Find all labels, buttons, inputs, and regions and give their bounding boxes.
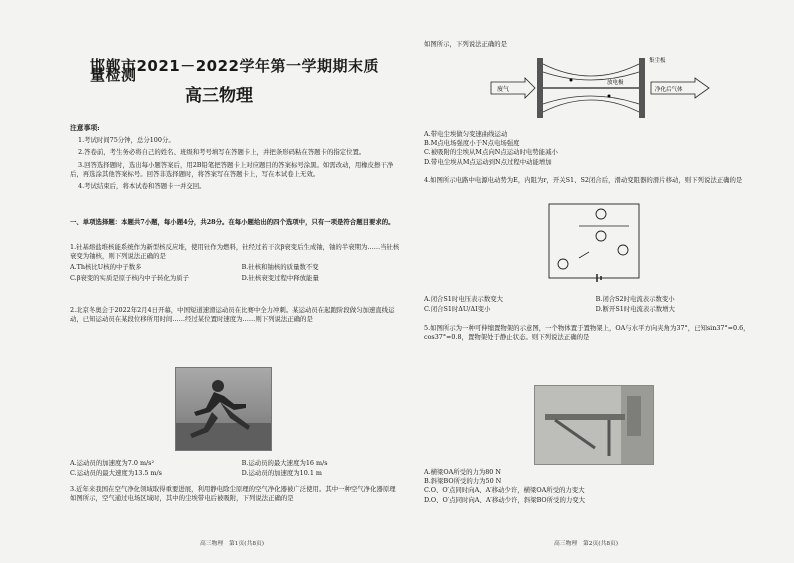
collector-label: 集尘板 bbox=[649, 58, 666, 64]
question-4-option-a: A.闭合S1时电压表示数变大 bbox=[424, 295, 503, 303]
question-2-option-c: C.运动员的最大速度为13.5 m/s bbox=[70, 469, 162, 478]
question-5-options bbox=[424, 468, 754, 505]
exam-title: 邯郸市2021－2022学年第一学期期末质量检测 bbox=[90, 57, 379, 85]
question-2-option-b: B.运动员的最大速度为16 m/s bbox=[241, 459, 328, 467]
question-4-options bbox=[424, 294, 754, 315]
question-1-stem: 1.钍基熔盐堆核能系统作为新型核反应堆，使用钍作为燃料，钍经过若干次β衰变后生成铀，铀的半衰期为……当钍核衰变为铀核，则下列说法正确的是 bbox=[70, 243, 400, 261]
question-4-option-c: C.闭合S1时ΔU/ΔI变小 bbox=[424, 305, 491, 314]
question-3-option-a: A.带电尘埃做匀变速曲线运动 bbox=[424, 130, 508, 138]
question-4-option-b: B.闭合S2时电流表示数变小 bbox=[595, 295, 675, 303]
notes-heading: 注意事项: bbox=[70, 124, 100, 132]
note-item: 3.回答选择题时，选出每小题答案后，用2B铅笔把答题卡上对应题目的答案标号涂黑。如需改动，用橡皮擦干净后，再选涂其他答案标号。回答非选择题时，将答案写在答题卡上，写在本试卷上无效。 bbox=[70, 160, 394, 178]
voltmeter-icon bbox=[558, 259, 568, 269]
ammeter-icon bbox=[618, 245, 628, 255]
circuit-diagram bbox=[539, 196, 649, 288]
question-1-option-d: D.钍核衰变过程中释放能量 bbox=[241, 273, 319, 282]
page-footer-right: 高三物理 第2页(共8页) bbox=[554, 540, 619, 547]
section-heading: 一、单项选择题：本题共7小题，每小题4分，共28分。在每小题给出的四个选项中，只有一项是符合题目要求的。 bbox=[70, 218, 395, 226]
question-5-option-a: A.横梁OA所受的力为80 N bbox=[424, 468, 501, 476]
question-3-continued: 如图所示，下列说法正确的是 bbox=[424, 40, 508, 48]
question-5-stem: 5.如图所示为一种可伸缩置物架的示意图，一个物体置于置物架上，OA与水平方向夹角为37°，已知sin37°=0.6，cos37°=0.8，置物架处于静止状态。则下列说法正确的是 bbox=[424, 324, 750, 342]
question-2-option-d: D.运动员的加速度为10.1 m bbox=[241, 469, 322, 478]
question-2 bbox=[70, 306, 400, 326]
page-footer-left: 高三物理 第1页(共8页) bbox=[200, 540, 265, 547]
question-3-option-d: D.带电尘埃从M点运动到N点过程中动能增加 bbox=[424, 157, 552, 166]
question-1-option-b: B.钍核和铀核的质量数不变 bbox=[241, 263, 319, 272]
question-3 bbox=[70, 485, 400, 505]
question-5-option-c: C.O、O′点同时向A、A′移动少许，横梁OA所受的力变大 bbox=[424, 486, 585, 495]
question-2-option-a: A.运动员的加速度为7.0 m/s² bbox=[70, 459, 155, 467]
question-3-option-c: C.被吸附的尘埃从M点向N点运动时电势能减小 bbox=[424, 148, 558, 157]
shelf-bracket-icon bbox=[535, 386, 653, 464]
question-4-option-d: D.断开S1时电流表示数增大 bbox=[595, 305, 675, 314]
question-2-options bbox=[70, 458, 400, 479]
electrode-label: 放电极 bbox=[607, 80, 624, 86]
question-5-option-b: B.斜梁BO所受的力为50 N bbox=[424, 477, 502, 486]
right-column bbox=[424, 0, 774, 563]
question-3-stem: 3.近年来我国在空气净化领域取得重要进展，利用静电除尘原理的空气净化器被广泛使用。其中一种空气净化器原理如图所示，空气通过电场区域时，其中的尘埃带电后被吸附，下列说法正确的是 bbox=[70, 485, 396, 503]
note-item: 4.考试结束后，将本试卷和答题卡一并交回。 bbox=[78, 182, 206, 191]
switch-icon bbox=[579, 252, 589, 258]
note-item: 2.答卷前，考生务必将自己的姓名、班级和考号填写在答题卡上，并把条形码粘在答题卡的指定位置。 bbox=[78, 148, 366, 157]
question-1 bbox=[70, 243, 400, 284]
lamp-icon bbox=[596, 209, 606, 219]
question-4-stem: 4.如图所示电路中电源电动势为E，内阻为r，开关S1、S2闭合后，滑动变阻器的滑片移动，则下列说法正确的是 bbox=[424, 176, 743, 184]
question-3-option-b: B.M点电场强度小于N点电场强度 bbox=[424, 139, 520, 148]
exam-subject: 高三物理 bbox=[185, 86, 253, 106]
skater-photo bbox=[175, 367, 272, 451]
left-column bbox=[70, 0, 400, 563]
question-2-stem: 2.北京冬奥会于2022年2月4日开幕，中国短道速滑运动员在比赛中全力冲刺。某运动员在起跑阶段做匀加速直线运动，已知运动员在某段位移所用时间……经过某位置时速度为……则下列说法正确的是 bbox=[70, 306, 395, 324]
skater-icon bbox=[176, 368, 271, 450]
collector-plate-icon bbox=[537, 58, 543, 118]
collector-plate-icon bbox=[639, 58, 645, 118]
question-5-option-d: D.O、O′点同时向A、A′移动少许，斜梁BO所受的力变大 bbox=[424, 495, 586, 504]
shelf-photo bbox=[534, 385, 654, 465]
lamp-icon bbox=[596, 231, 606, 241]
question-3-options bbox=[424, 130, 754, 167]
note-item: 1.考试时间75分钟，总分100分。 bbox=[78, 136, 175, 145]
outlet-label: 净化后气体 bbox=[655, 87, 683, 93]
question-1-option-c: C.β衰变的实质是原子核内中子转化为质子 bbox=[70, 273, 190, 282]
electrostatic-purifier-diagram bbox=[489, 52, 714, 124]
question-1-option-a: A.Th核比U核的中子数多 bbox=[70, 263, 142, 272]
notes-block bbox=[70, 124, 400, 194]
inlet-label: 废气 bbox=[497, 86, 510, 93]
